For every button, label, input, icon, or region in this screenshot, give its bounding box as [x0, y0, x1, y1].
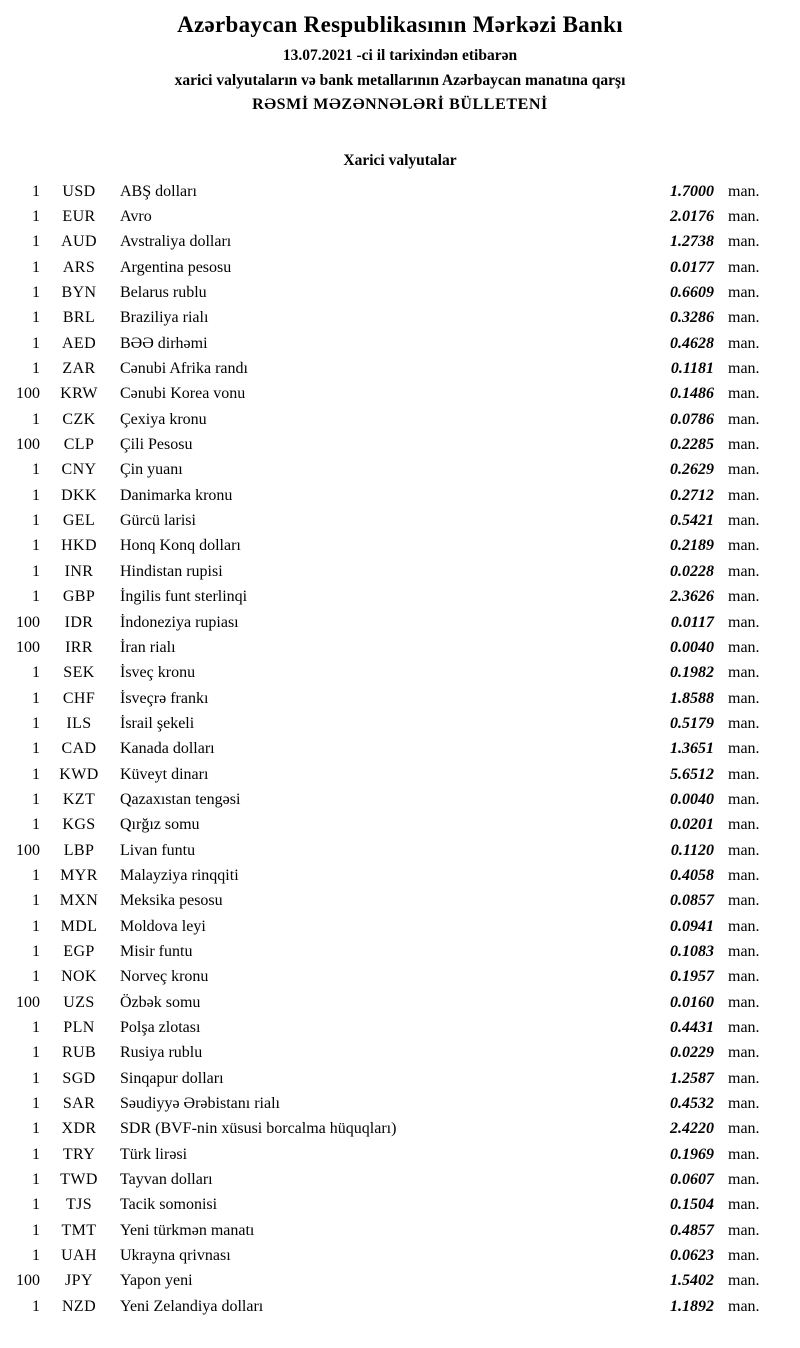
currency-rate: 0.2712 [670, 486, 714, 504]
currency-unit: man. [728, 638, 760, 656]
currency-quantity: 1 [32, 1171, 40, 1189]
currency-quantity: 1 [32, 866, 40, 884]
currency-unit: man. [728, 968, 760, 986]
currency-row [0, 686, 772, 711]
currency-code: GBP [62, 588, 96, 606]
currency-code: BRL [62, 309, 96, 327]
currency-code: JPY [65, 1272, 93, 1290]
currency-row [0, 179, 772, 204]
currency-unit: man. [728, 1095, 760, 1113]
currency-row [0, 838, 772, 863]
currency-name: İsveçrə frankı [120, 689, 209, 707]
currency-row [0, 1243, 772, 1268]
currency-row [0, 331, 772, 356]
currency-name: İsrail şekeli [120, 714, 195, 732]
currency-quantity: 1 [32, 486, 40, 504]
currency-name: Yapon yeni [120, 1272, 193, 1290]
currency-quantity: 100 [16, 613, 40, 631]
currency-code: PLN [63, 1019, 95, 1037]
currency-name: Çili Pesosu [120, 436, 193, 454]
currency-row [0, 255, 772, 280]
currency-name: Braziliya rialı [120, 309, 209, 327]
currency-name: Polşa zlotası [120, 1019, 201, 1037]
currency-code: IRR [65, 638, 93, 656]
currency-code: CHF [62, 689, 96, 707]
currency-row [0, 230, 772, 255]
currency-code: MXN [59, 892, 99, 910]
currency-rate: 0.4058 [670, 866, 714, 884]
currency-unit: man. [728, 841, 760, 859]
currency-row [0, 711, 772, 736]
currency-code: TWD [60, 1171, 98, 1189]
currency-quantity: 1 [32, 714, 40, 732]
currency-code: TJS [65, 1196, 93, 1214]
currency-code: HKD [61, 537, 97, 555]
currency-row [0, 1142, 772, 1167]
currency-unit: man. [728, 410, 760, 428]
currency-name: Norveç kronu [120, 968, 209, 986]
currency-unit: man. [728, 385, 760, 403]
currency-rate: 1.2738 [670, 233, 714, 251]
currency-rate: 0.1982 [670, 664, 714, 682]
currency-name: Yeni Zelandiya dolları [120, 1297, 264, 1315]
currency-rate: 0.4628 [670, 334, 714, 352]
currency-unit: man. [728, 740, 760, 758]
currency-code: CZK [62, 410, 96, 428]
currency-quantity: 1 [32, 664, 40, 682]
currency-row [0, 585, 772, 610]
currency-quantity: 1 [32, 360, 40, 378]
currency-quantity: 1 [32, 512, 40, 530]
currency-name: Küveyt dinarı [120, 765, 209, 783]
currency-unit: man. [728, 1171, 760, 1189]
currency-row [0, 1066, 772, 1091]
currency-rate: 2.0176 [670, 208, 714, 226]
currency-code: SEK [63, 664, 95, 682]
currency-name: Meksika pesosu [120, 892, 223, 910]
currency-code: KZT [62, 790, 96, 808]
currency-quantity: 1 [32, 1145, 40, 1163]
currency-rate: 0.1486 [670, 385, 714, 403]
currency-name: Çin yuanı [120, 461, 183, 479]
currency-quantity: 1 [32, 1044, 40, 1062]
currency-name: Avro [120, 208, 152, 226]
currency-rate: 0.5421 [670, 512, 714, 530]
currency-rate: 0.0229 [670, 1044, 714, 1062]
rates-table [0, 179, 772, 1319]
currency-quantity: 1 [32, 1221, 40, 1239]
currency-unit: man. [728, 689, 760, 707]
bulletin-subtitle: xarici valyutaların və bank metallarının Azərbaycan manatına qarşı [174, 72, 626, 89]
currency-code: MDL [60, 917, 98, 935]
currency-quantity: 1 [32, 334, 40, 352]
currency-code: DKK [61, 486, 97, 504]
currency-rate: 0.1120 [670, 841, 714, 859]
currency-quantity: 1 [32, 233, 40, 251]
currency-rate: 1.5402 [670, 1272, 714, 1290]
currency-rate: 1.8588 [670, 689, 714, 707]
page-title: Azərbaycan Respublikasının Mərkəzi Bankı [177, 12, 623, 37]
currency-row [0, 204, 772, 229]
currency-name: Avstraliya dolları [120, 233, 232, 251]
currency-rate: 5.6512 [670, 765, 714, 783]
currency-name: Yeni türkmən manatı [120, 1221, 255, 1239]
currency-unit: man. [728, 1044, 760, 1062]
currency-row [0, 990, 772, 1015]
currency-code: SGD [62, 1069, 96, 1087]
currency-code: AED [61, 334, 97, 352]
currency-unit: man. [728, 233, 760, 251]
currency-rate: 0.1181 [670, 360, 714, 378]
currency-unit: man. [728, 1297, 760, 1315]
currency-code: XDR [61, 1120, 97, 1138]
currency-rate: 0.0623 [670, 1247, 714, 1265]
currency-name: Gürcü larisi [120, 512, 196, 530]
currency-unit: man. [728, 1069, 760, 1087]
currency-unit: man. [728, 1247, 760, 1265]
currency-row [0, 939, 772, 964]
currency-quantity: 1 [32, 258, 40, 276]
currency-unit: man. [728, 1120, 760, 1138]
currency-code: USD [62, 182, 96, 200]
currency-name: Livan funtu [120, 841, 196, 859]
currency-code: SAR [62, 1095, 96, 1113]
currency-rate: 0.2285 [670, 436, 714, 454]
currency-name: Tayvan dolları [120, 1171, 213, 1189]
currency-name: Çexiya kronu [120, 410, 207, 428]
currency-code: TRY [62, 1145, 96, 1163]
section-title-foreign-currencies: Xarici valyutalar [343, 152, 457, 169]
currency-code: INR [64, 562, 94, 580]
currency-quantity: 1 [32, 537, 40, 555]
currency-name: Türk lirəsi [120, 1145, 188, 1163]
currency-unit: man. [728, 562, 760, 580]
currency-rate: 0.0228 [670, 562, 714, 580]
currency-row [0, 863, 772, 888]
currency-unit: man. [728, 613, 760, 631]
currency-row [0, 534, 772, 559]
currency-quantity: 1 [32, 1095, 40, 1113]
currency-code: CLP [63, 436, 95, 454]
currency-rate: 0.1083 [670, 942, 714, 960]
currency-row [0, 1091, 772, 1116]
currency-name: Danimarka kronu [120, 486, 233, 504]
currency-name: Misir funtu [120, 942, 193, 960]
currency-quantity: 1 [32, 942, 40, 960]
currency-quantity: 100 [16, 841, 40, 859]
currency-rate: 1.7000 [670, 182, 714, 200]
currency-code: IDR [64, 613, 94, 631]
currency-rate: 1.3651 [670, 740, 714, 758]
currency-unit: man. [728, 1145, 760, 1163]
currency-quantity: 1 [32, 182, 40, 200]
currency-row [0, 635, 772, 660]
currency-rate: 0.2189 [670, 537, 714, 555]
currency-row [0, 1015, 772, 1040]
currency-code: KWD [59, 765, 99, 783]
currency-row [0, 306, 772, 331]
currency-row [0, 787, 772, 812]
currency-rate: 0.1969 [670, 1145, 714, 1163]
currency-quantity: 100 [16, 638, 40, 656]
currency-unit: man. [728, 309, 760, 327]
currency-quantity: 1 [32, 1019, 40, 1037]
currency-rate: 0.0117 [670, 613, 714, 631]
currency-row [0, 356, 772, 381]
currency-rate: 0.0040 [670, 638, 714, 656]
currency-name: Qazaxıstan tengəsi [120, 790, 241, 808]
currency-quantity: 1 [32, 1297, 40, 1315]
currency-rate: 0.0177 [670, 258, 714, 276]
currency-row [0, 813, 772, 838]
currency-quantity: 100 [16, 436, 40, 454]
currency-code: KRW [60, 385, 98, 403]
currency-rate: 0.0786 [670, 410, 714, 428]
currency-row [0, 1167, 772, 1192]
currency-unit: man. [728, 664, 760, 682]
currency-rate: 1.1892 [670, 1297, 714, 1315]
currency-code: AUD [61, 233, 97, 251]
currency-rate: 0.0941 [670, 917, 714, 935]
currency-code: EGP [63, 942, 95, 960]
currency-unit: man. [728, 588, 760, 606]
currency-unit: man. [728, 334, 760, 352]
currency-quantity: 1 [32, 816, 40, 834]
currency-row [0, 483, 772, 508]
currency-quantity: 1 [32, 208, 40, 226]
currency-unit: man. [728, 537, 760, 555]
currency-unit: man. [728, 1196, 760, 1214]
currency-row [0, 559, 772, 584]
currency-code: UAH [61, 1247, 97, 1265]
currency-name: Kanada dolları [120, 740, 215, 758]
currency-unit: man. [728, 714, 760, 732]
currency-row [0, 1218, 772, 1243]
currency-unit: man. [728, 436, 760, 454]
currency-code: MYR [60, 866, 98, 884]
currency-quantity: 1 [32, 588, 40, 606]
currency-name: Belarus rublu [120, 284, 207, 302]
currency-name: Özbək somu [120, 993, 201, 1011]
currency-code: NZD [61, 1297, 97, 1315]
currency-name: Ukrayna qrivnası [120, 1247, 231, 1265]
currency-quantity: 1 [32, 1069, 40, 1087]
currency-unit: man. [728, 284, 760, 302]
currency-rate: 0.0160 [670, 993, 714, 1011]
currency-row [0, 1294, 772, 1319]
currency-quantity: 100 [16, 385, 40, 403]
currency-quantity: 100 [16, 1272, 40, 1290]
currency-name: Hindistan rupisi [120, 562, 223, 580]
currency-name: ABŞ dolları [120, 182, 197, 200]
currency-quantity: 1 [32, 284, 40, 302]
currency-name: Moldova leyi [120, 917, 206, 935]
currency-row [0, 508, 772, 533]
currency-row [0, 407, 772, 432]
currency-unit: man. [728, 1272, 760, 1290]
currency-code: EUR [62, 208, 96, 226]
currency-unit: man. [728, 461, 760, 479]
currency-code: ARS [62, 258, 96, 276]
currency-row [0, 914, 772, 939]
currency-unit: man. [728, 512, 760, 530]
currency-name: Sinqapur dolları [120, 1069, 224, 1087]
currency-code: ILS [66, 714, 92, 732]
currency-rate: 0.3286 [670, 309, 714, 327]
currency-quantity: 1 [32, 765, 40, 783]
currency-code: NOK [61, 968, 97, 986]
currency-code: UZS [63, 993, 95, 1011]
currency-unit: man. [728, 942, 760, 960]
currency-row [0, 458, 772, 483]
currency-row [0, 1117, 772, 1142]
currency-name: İran rialı [120, 638, 176, 656]
currency-name: Səudiyyə Ərəbistanı rialı [120, 1095, 280, 1113]
currency-code: CNY [61, 461, 97, 479]
currency-unit: man. [728, 360, 760, 378]
currency-quantity: 1 [32, 790, 40, 808]
currency-unit: man. [728, 993, 760, 1011]
currency-quantity: 1 [32, 309, 40, 327]
currency-row [0, 432, 772, 457]
currency-name: Honq Konq dolları [120, 537, 241, 555]
currency-quantity: 1 [32, 1120, 40, 1138]
currency-rate: 0.0607 [670, 1171, 714, 1189]
currency-quantity: 1 [32, 968, 40, 986]
currency-code: CAD [61, 740, 97, 758]
bulletin-title: RƏSMİ MƏZƏNNƏLƏRİ BÜLLETENİ [252, 96, 548, 113]
currency-rate: 0.1957 [670, 968, 714, 986]
currency-row [0, 1041, 772, 1066]
currency-name: Cənubi Korea vonu [120, 385, 246, 403]
currency-name: İsveç kronu [120, 664, 196, 682]
currency-name: Argentina pesosu [120, 258, 232, 276]
currency-row [0, 280, 772, 305]
currency-row [0, 382, 772, 407]
currency-code: BYN [61, 284, 97, 302]
currency-rate: 1.2587 [670, 1069, 714, 1087]
currency-rate: 2.4220 [670, 1120, 714, 1138]
currency-quantity: 1 [32, 892, 40, 910]
currency-row [0, 762, 772, 787]
currency-name: SDR (BVF-nin xüsusi borcalma hüquqları) [120, 1120, 397, 1138]
currency-quantity: 1 [32, 740, 40, 758]
bulletin-header [0, 0, 800, 114]
currency-row [0, 610, 772, 635]
currency-code: RUB [61, 1044, 97, 1062]
currency-unit: man. [728, 892, 760, 910]
currency-rate: 0.0040 [670, 790, 714, 808]
currency-row [0, 1193, 772, 1218]
currency-unit: man. [728, 765, 760, 783]
currency-code: GEL [62, 512, 96, 530]
currency-rate: 0.4857 [670, 1221, 714, 1239]
currency-rate: 0.5179 [670, 714, 714, 732]
currency-rate: 0.0201 [670, 816, 714, 834]
currency-code: ZAR [62, 360, 96, 378]
currency-unit: man. [728, 866, 760, 884]
currency-quantity: 1 [32, 461, 40, 479]
currency-name: Rusiya rublu [120, 1044, 203, 1062]
currency-rate: 0.4431 [670, 1019, 714, 1037]
currency-code: LBP [63, 841, 95, 859]
currency-name: İngilis funt sterlinqi [120, 588, 248, 606]
currency-rate: 0.0857 [670, 892, 714, 910]
currency-unit: man. [728, 790, 760, 808]
currency-quantity: 1 [32, 917, 40, 935]
currency-row [0, 965, 772, 990]
currency-unit: man. [728, 816, 760, 834]
currency-unit: man. [728, 258, 760, 276]
currency-quantity: 1 [32, 689, 40, 707]
currency-rate: 0.6609 [670, 284, 714, 302]
currency-unit: man. [728, 1019, 760, 1037]
currency-code: KGS [62, 816, 96, 834]
currency-code: TMT [61, 1221, 97, 1239]
currency-quantity: 1 [32, 1247, 40, 1265]
currency-quantity: 1 [32, 1196, 40, 1214]
currency-name: Tacik somonisi [120, 1196, 218, 1214]
currency-name: BƏƏ dirhəmi [120, 334, 208, 352]
currency-unit: man. [728, 182, 760, 200]
currency-quantity: 100 [16, 993, 40, 1011]
currency-unit: man. [728, 208, 760, 226]
currency-rate: 0.2629 [670, 461, 714, 479]
currency-rate: 0.1504 [670, 1196, 714, 1214]
currency-row [0, 737, 772, 762]
currency-unit: man. [728, 917, 760, 935]
effective-date-line: 13.07.2021 -ci il tarixindən etibarən [282, 47, 518, 64]
currency-rate: 2.3626 [670, 588, 714, 606]
currency-name: Malayziya rinqqiti [120, 866, 239, 884]
currency-name: Cənubi Afrika randı [120, 360, 248, 378]
currency-row [0, 661, 772, 686]
currency-row [0, 889, 772, 914]
currency-rate: 0.4532 [670, 1095, 714, 1113]
currency-name: Qırğız somu [120, 816, 200, 834]
currency-unit: man. [728, 486, 760, 504]
currency-row [0, 1269, 772, 1294]
currency-quantity: 1 [32, 562, 40, 580]
currency-quantity: 1 [32, 410, 40, 428]
currency-unit: man. [728, 1221, 760, 1239]
currency-name: İndoneziya rupiası [120, 613, 239, 631]
